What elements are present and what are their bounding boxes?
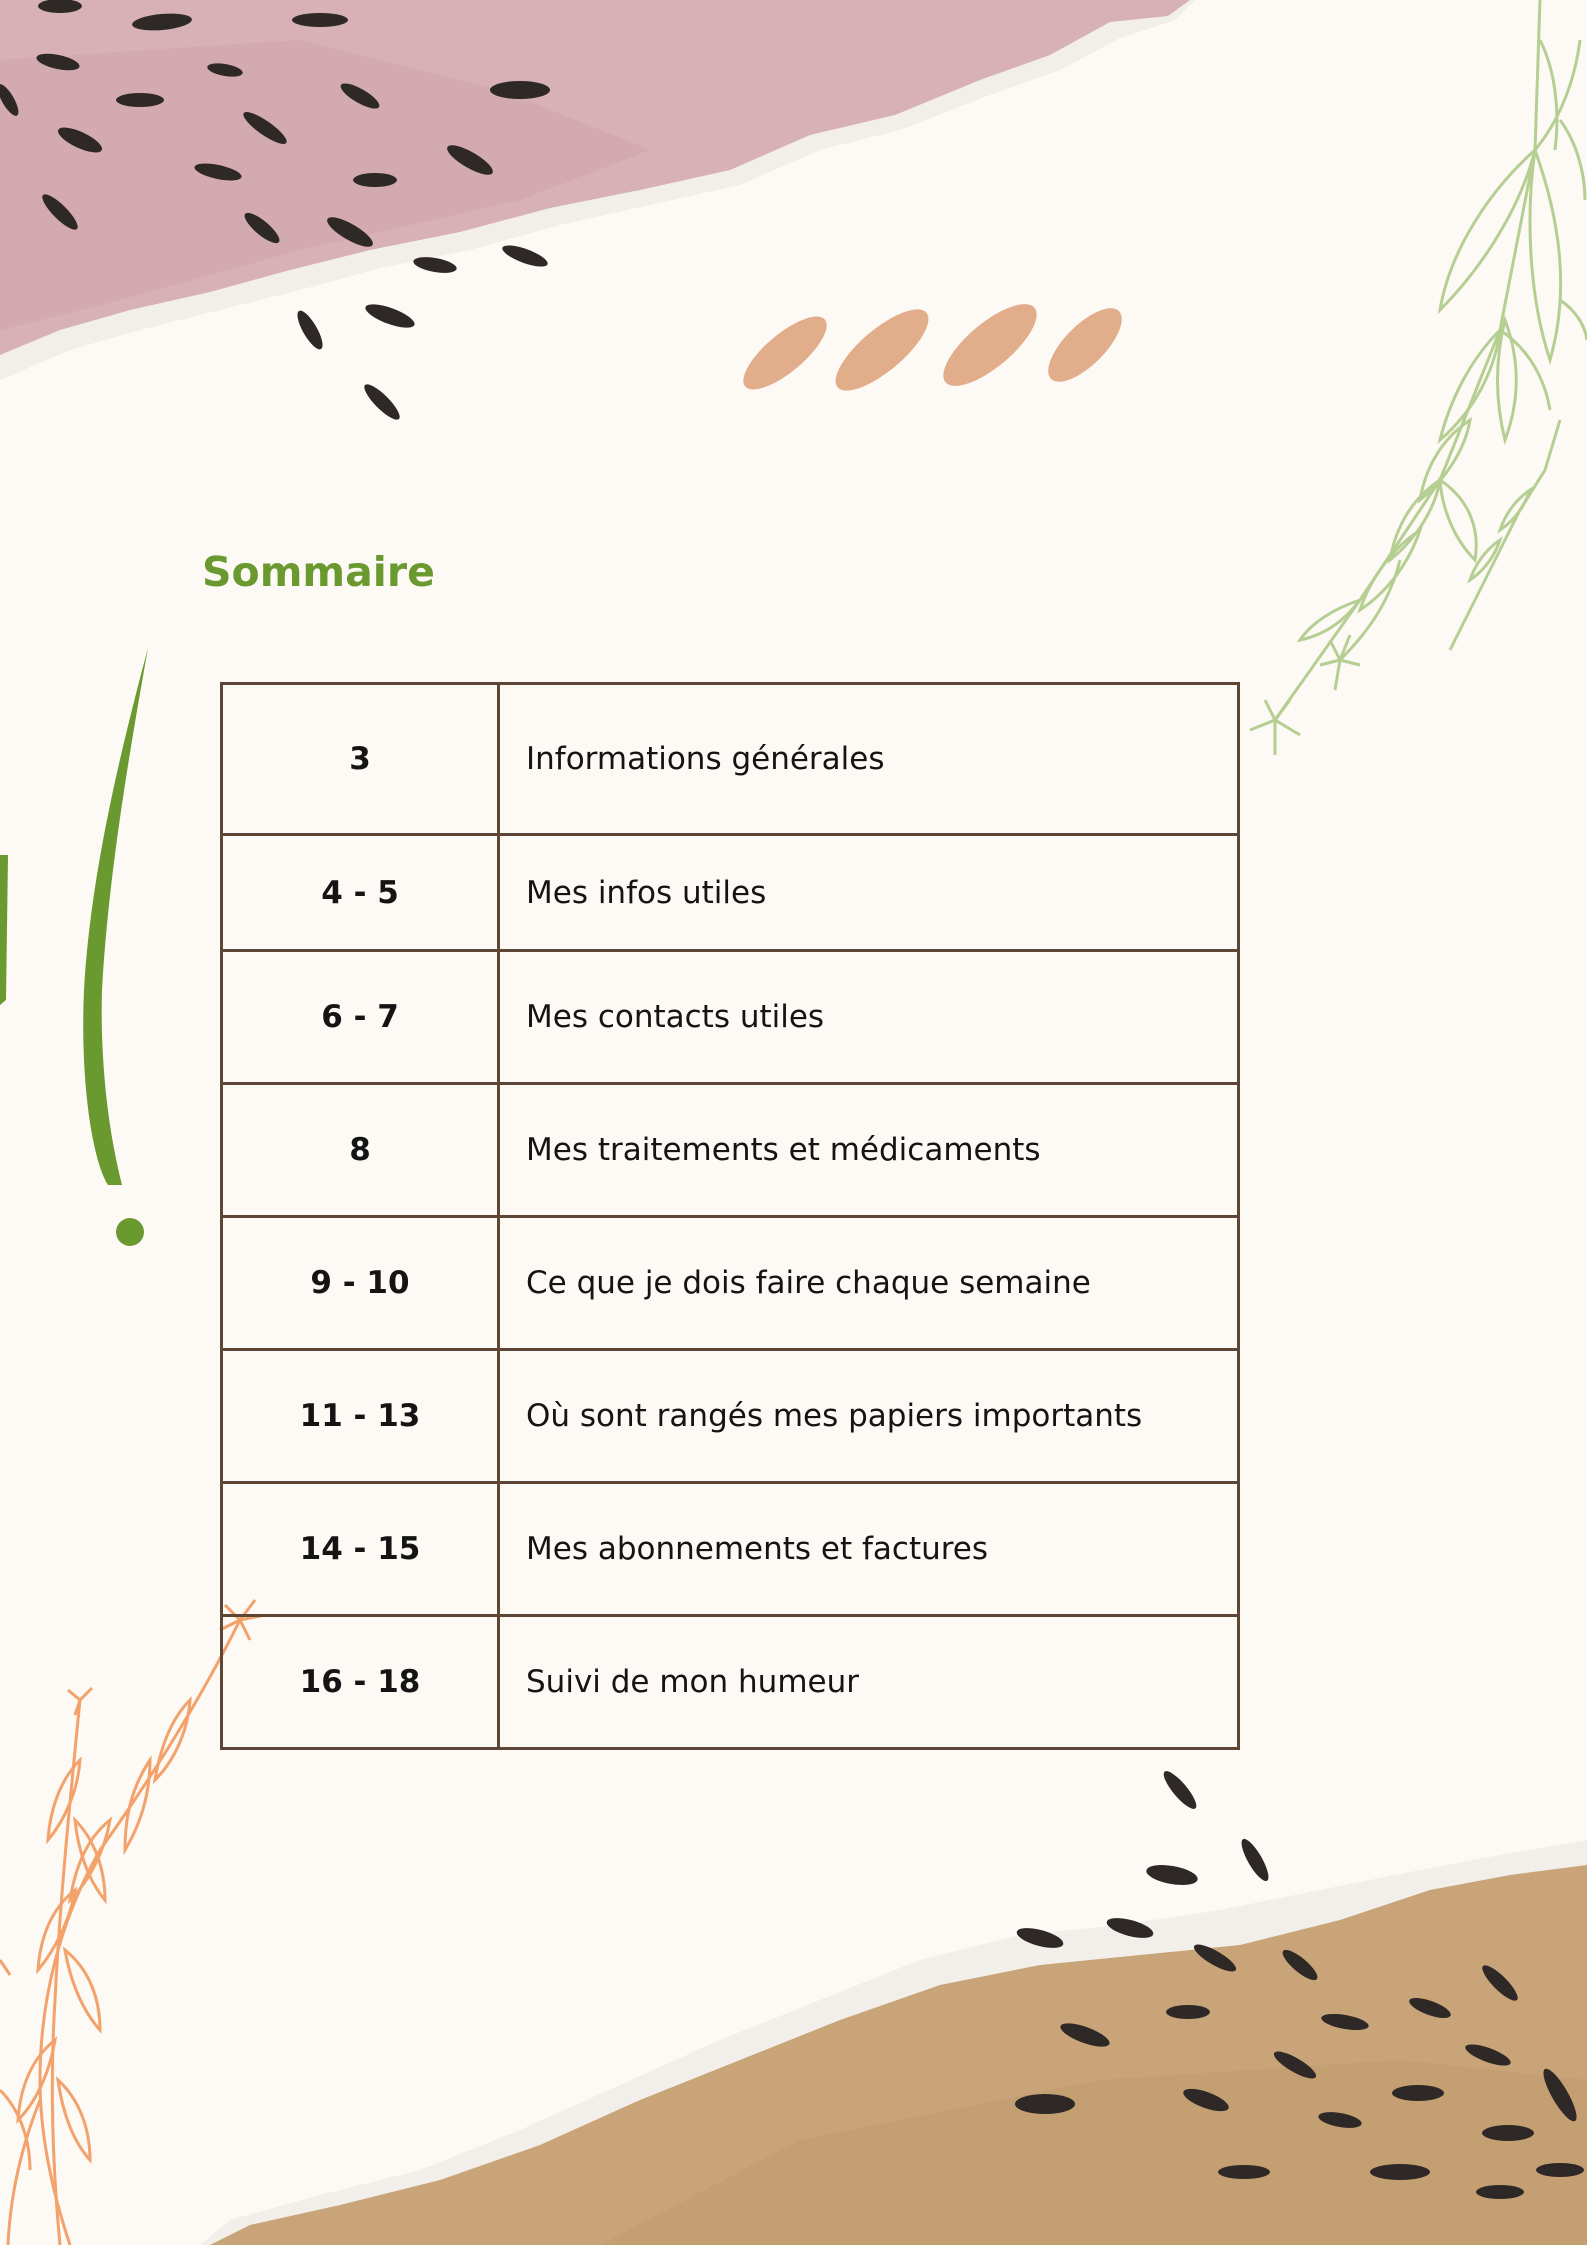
table-row xyxy=(222,951,1239,1084)
table-row xyxy=(222,835,1239,951)
toc-label: Informations générales xyxy=(499,684,1239,835)
toc-pages: 16 - 18 xyxy=(222,1616,499,1749)
table-row xyxy=(222,684,1239,835)
toc-label: Mes infos utiles xyxy=(499,835,1239,951)
toc-pages: 6 - 7 xyxy=(222,951,499,1084)
toc-pages: 8 xyxy=(222,1084,499,1217)
toc-label: Mes contacts utiles xyxy=(499,951,1239,1084)
toc-label: Mes traitements et médicaments xyxy=(499,1084,1239,1217)
toc-pages: 14 - 15 xyxy=(222,1483,499,1616)
toc-label: Où sont rangés mes papiers importants xyxy=(499,1350,1239,1483)
toc-label: Suivi de mon humeur xyxy=(499,1616,1239,1749)
toc-pages: 4 - 5 xyxy=(222,835,499,951)
table-row xyxy=(222,1217,1239,1350)
table-row xyxy=(222,1350,1239,1483)
table-row xyxy=(222,1084,1239,1217)
toc-pages: 9 - 10 xyxy=(222,1217,499,1350)
table-row xyxy=(222,1616,1239,1749)
page-title: Sommaire xyxy=(202,548,435,596)
table-of-contents xyxy=(220,682,1240,1750)
table-row xyxy=(222,1483,1239,1616)
toc-pages: 11 - 13 xyxy=(222,1350,499,1483)
toc-pages: 3 xyxy=(222,684,499,835)
toc-label: Ce que je dois faire chaque semaine xyxy=(499,1217,1239,1350)
toc-label: Mes abonnements et factures xyxy=(499,1483,1239,1616)
